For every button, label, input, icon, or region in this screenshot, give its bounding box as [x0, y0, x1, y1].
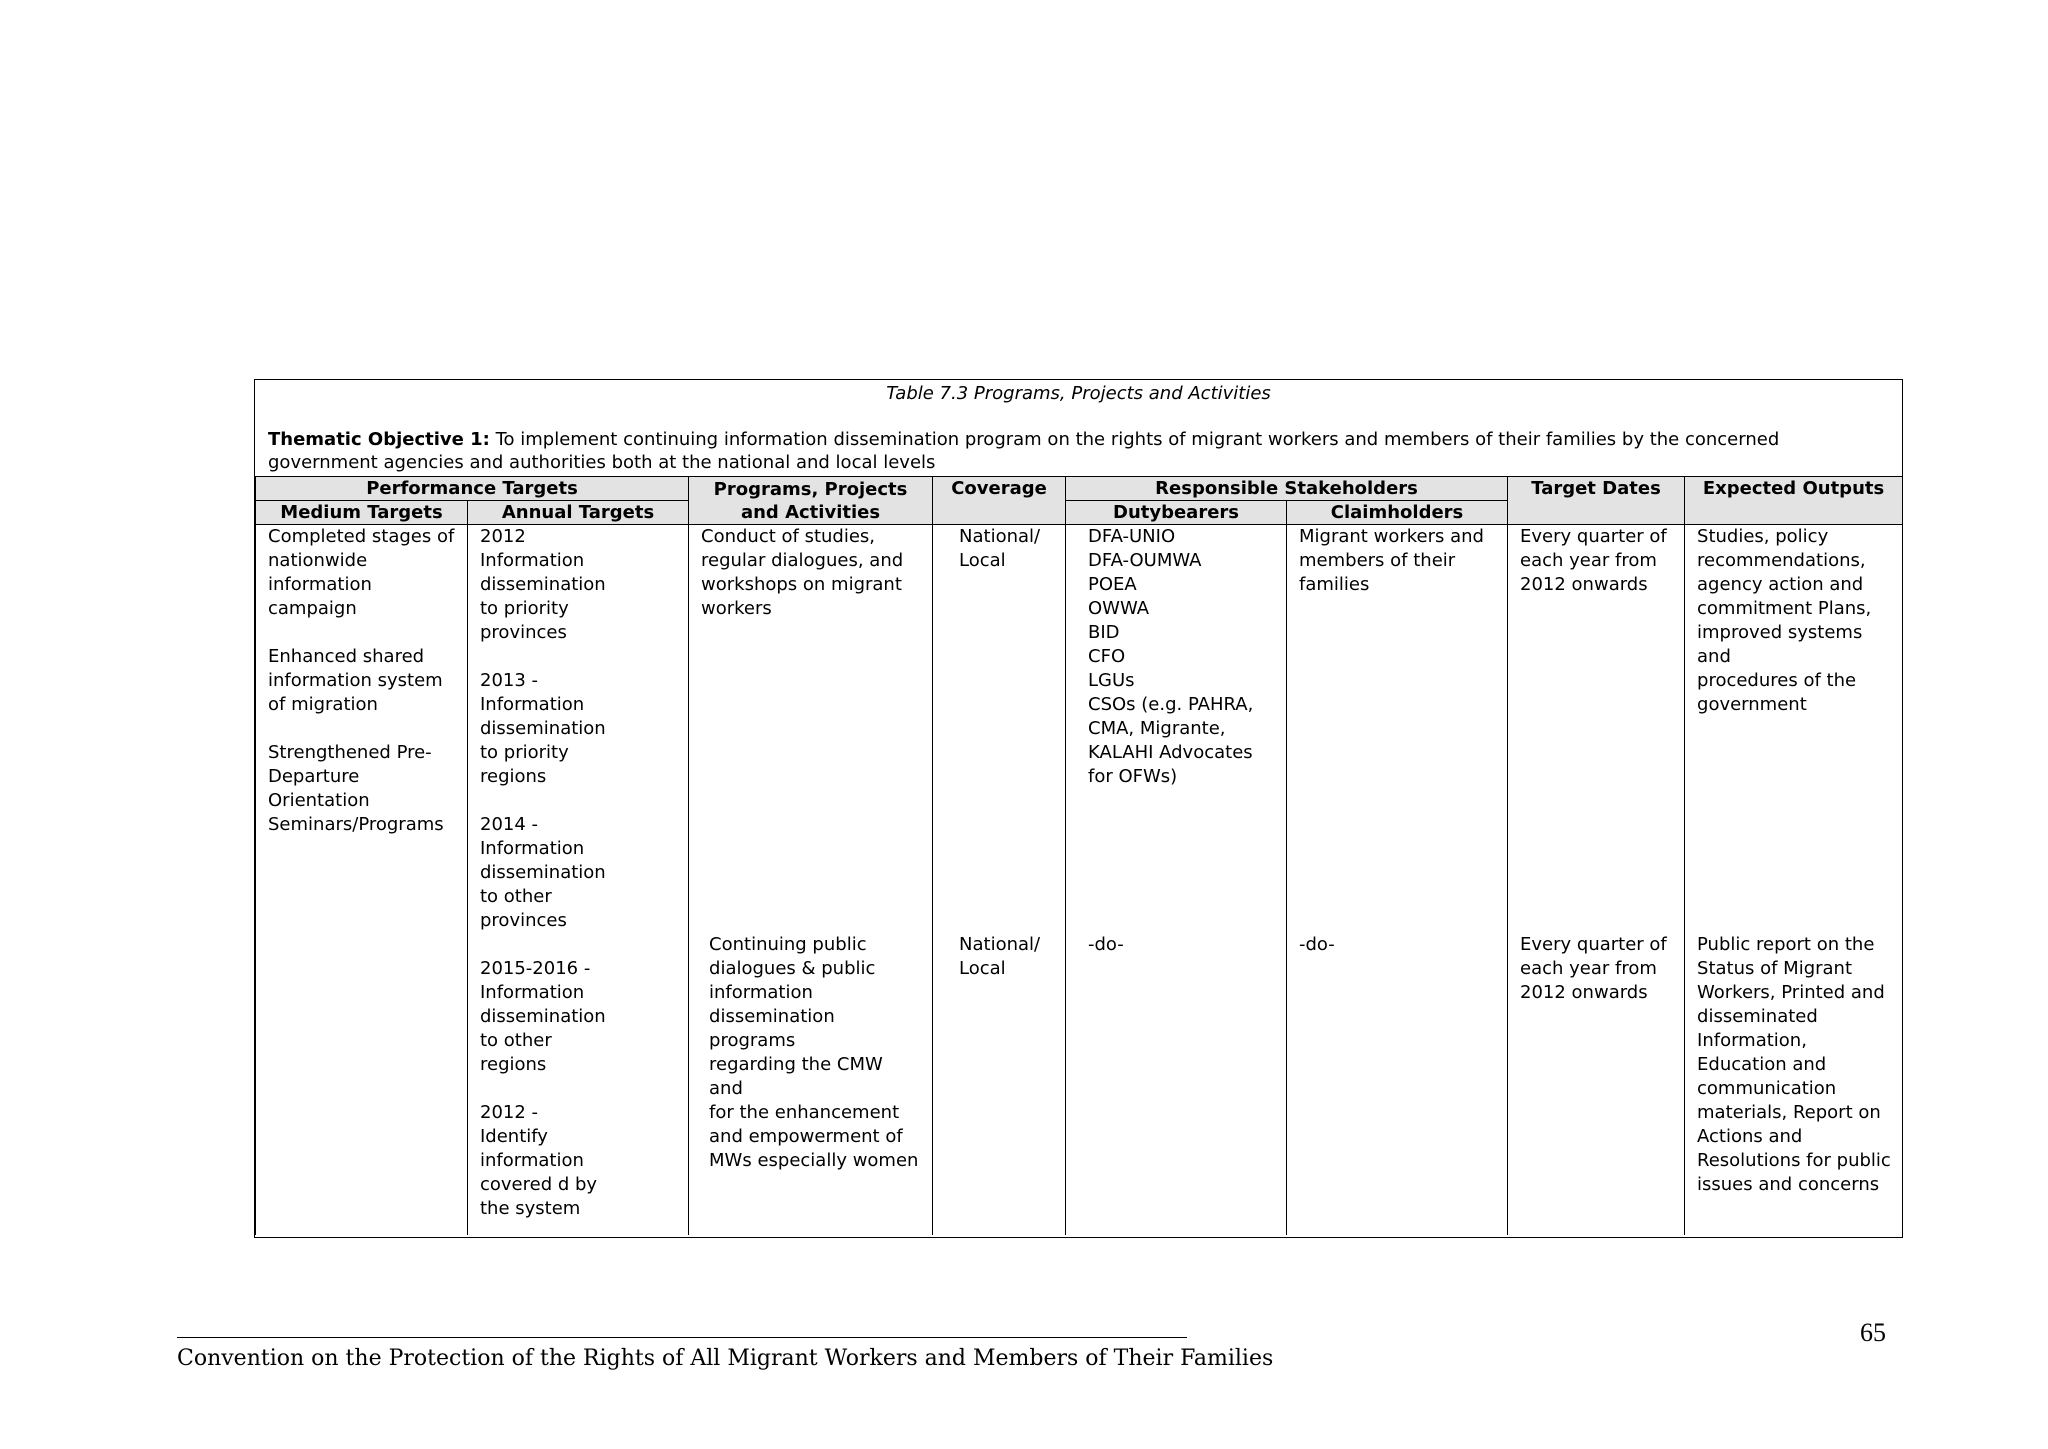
cell-dutybearers: -do-	[1066, 933, 1287, 1236]
header-coverage: Coverage	[933, 477, 1066, 525]
table-title: Table 7.3 Programs, Projects and Activities	[886, 383, 1271, 404]
footer-text: Convention on the Protection of the Rights of All Migrant Workers and Members of Their Families	[177, 1346, 1274, 1371]
cell-claimholders: Migrant workers and members of their families	[1287, 525, 1508, 933]
programs-table	[255, 476, 1903, 1235]
header-dutybearers: Dutybearers	[1066, 501, 1287, 525]
header-performance-targets: Performance Targets	[256, 477, 689, 501]
cell-claimholders: -do-	[1287, 933, 1508, 1236]
header-annual-targets: Annual Targets	[468, 501, 689, 525]
cell-medium-targets: Completed stages of nationwide information campaign Enhanced shared information system of migration Strengthened Pre- Departure Orientation Seminars/Programs	[256, 525, 468, 1236]
cell-annual-targets: 2012 Information dissemination to priority provinces 2013 - Information dissemination to priority regions 2014 - Information dissemination to other provinces 2015-2016 - Information dissemination to other regions 2012 - Identify information covered d by the system	[468, 525, 689, 1236]
header-row-1	[256, 477, 1903, 501]
header-expected-outputs: Expected Outputs	[1685, 477, 1903, 525]
thematic-objective-text: To implement continuing information dissemination program on the rights of migrant workers and members of their families by the concerned government agencies and authorities both at the national and local levels	[268, 429, 1780, 473]
table-row	[256, 525, 1903, 933]
footer-rule	[177, 1337, 1187, 1338]
cell-programs: Conduct of studies, regular dialogues, and workshops on migrant workers	[689, 525, 933, 933]
cell-expected-outputs: Studies, policy recommendations, agency action and commitment Plans, improved systems and procedures of the government	[1685, 525, 1903, 933]
cell-target-dates: Every quarter of each year from 2012 onwards	[1508, 525, 1685, 933]
cell-target-dates: Every quarter of each year from 2012 onwards	[1508, 933, 1685, 1236]
programs-table-frame	[254, 379, 1903, 1238]
thematic-objective	[268, 428, 1888, 474]
header-target-dates: Target Dates	[1508, 477, 1685, 525]
thematic-objective-label: Thematic Objective 1:	[268, 429, 490, 450]
cell-expected-outputs: Public report on the Status of Migrant Workers, Printed and disseminated Information, Education and communication materials, Report on Actions and Resolutions for public issues and concerns	[1685, 933, 1903, 1236]
header-claimholders: Claimholders	[1287, 501, 1508, 525]
cell-dutybearers: DFA-UNIO DFA-OUMWA POEA OWWA BID CFO LGUs CSOs (e.g. PAHRA, CMA, Migrante, KALAHI Advocates for OFWs)	[1066, 525, 1287, 933]
cell-programs: Continuing public dialogues & public information dissemination programs regarding the CMW and for the enhancement and empowerment of MWs especially women	[689, 933, 933, 1236]
cell-coverage: National/ Local	[933, 525, 1066, 933]
header-medium-targets: Medium Targets	[256, 501, 468, 525]
header-programs: Programs, Projects and Activities	[689, 477, 933, 525]
header-responsible-stakeholders: Responsible Stakeholders	[1066, 477, 1508, 501]
page-number: 65	[1860, 1318, 1886, 1347]
cell-coverage: National/ Local	[933, 933, 1066, 1236]
